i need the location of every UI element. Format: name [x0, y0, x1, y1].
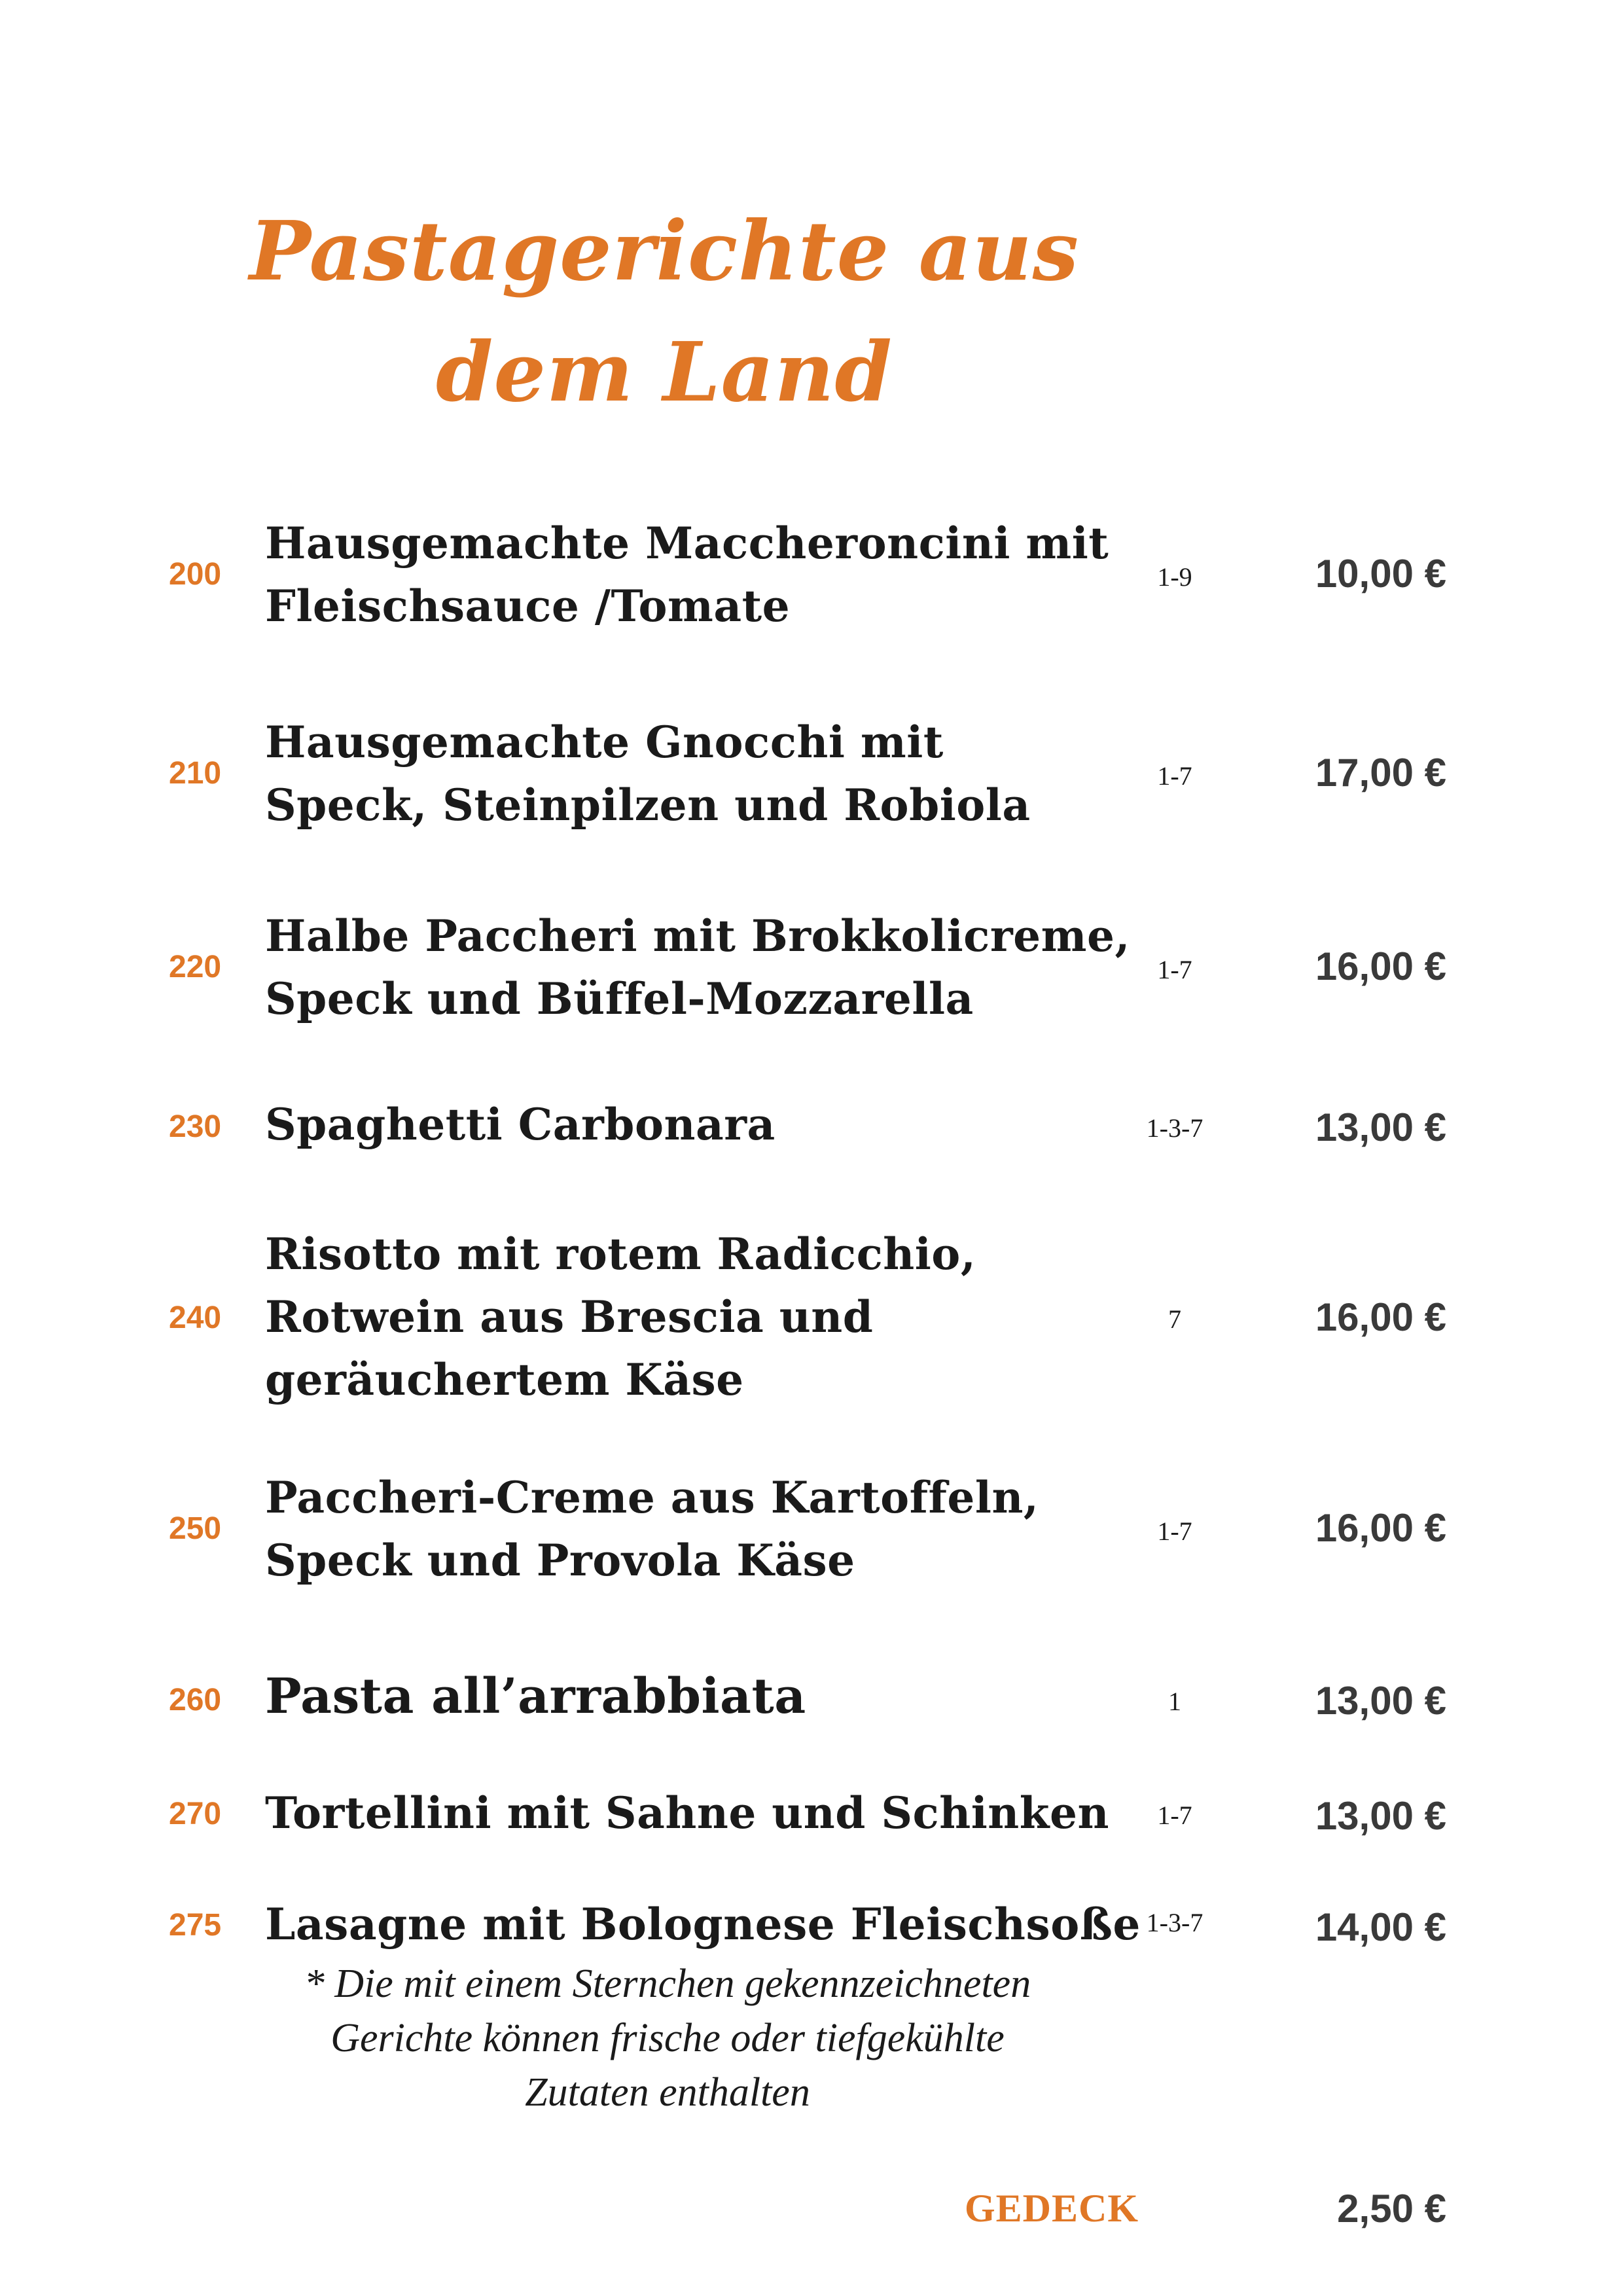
item-price: 13,00 € — [1315, 1794, 1446, 1838]
item-allergens: 1-7 — [1157, 955, 1192, 984]
item-name-line: Halbe Paccheri mit Brokkolicreme, — [265, 910, 1130, 961]
item-name — [265, 1665, 1116, 1728]
item-name-line: Spaghetti Carbonara — [265, 1099, 776, 1150]
item-name — [265, 1782, 1116, 1844]
item-name — [265, 905, 1130, 1030]
item-price: 14,00 € — [1315, 1905, 1446, 1949]
item-price: 16,00 € — [1315, 1506, 1446, 1550]
item-name-line: Rotwein aus Brescia und — [265, 1291, 874, 1342]
item-number: 250 — [169, 1511, 222, 1546]
item-name — [265, 1223, 1116, 1411]
item-allergens: 1-9 — [1157, 562, 1192, 592]
item-name-line: Fleischsauce /Tomate — [265, 581, 791, 632]
page-title — [0, 191, 1329, 433]
item-number: 230 — [169, 1109, 222, 1144]
item-name-line: Speck und Büffel-Mozzarella — [265, 973, 974, 1024]
item-price: 16,00 € — [1315, 1295, 1446, 1339]
item-name — [265, 512, 1116, 637]
item-allergens: 1-7 — [1157, 1516, 1192, 1546]
item-allergens: 1-3-7 — [1146, 1908, 1204, 1937]
item-number: 210 — [169, 756, 222, 791]
item-price: 17,00 € — [1315, 751, 1446, 795]
item-number: 220 — [169, 950, 222, 984]
item-number: 260 — [169, 1683, 222, 1717]
item-allergens: 1-3-7 — [1146, 1113, 1204, 1143]
item-name-line: Tortellini mit Sahne und Schinken — [265, 1787, 1109, 1839]
item-number: 270 — [169, 1797, 222, 1831]
item-price: 10,00 € — [1315, 552, 1446, 596]
title-line-1: Pastagerichte aus — [249, 204, 1080, 299]
gedeck-label: GEDECK — [964, 2187, 1139, 2230]
item-name-line: Pasta all’arrabbiata — [265, 1668, 806, 1725]
item-name-line: geräuchertem Käse — [265, 1354, 744, 1405]
item-name-line: Hausgemachte Gnocchi mit — [265, 717, 944, 768]
item-name-line: Risotto mit rotem Radicchio, — [265, 1229, 976, 1280]
item-allergens: 7 — [1168, 1304, 1181, 1334]
item-name-line: Speck, Steinpilzen und Robiola — [265, 780, 1031, 831]
item-name — [265, 1466, 1116, 1592]
item-name-line: Hausgemachte Maccheroncini mit — [265, 518, 1109, 569]
footnote-line: Zutaten enthalten — [525, 2070, 810, 2115]
item-number: 240 — [169, 1300, 222, 1335]
item-allergens: 1 — [1168, 1687, 1181, 1716]
item-number: 275 — [169, 1908, 222, 1943]
item-name — [265, 711, 1116, 836]
footnote-line: * Die mit einem Sternchen gekennzeichneten — [304, 1962, 1031, 2006]
item-price: 16,00 € — [1315, 944, 1446, 988]
item-allergens: 1-7 — [1157, 761, 1192, 791]
item-name-line: Paccheri-Creme aus Kartoffeln, — [265, 1472, 1039, 1523]
item-name-line: Lasagne mit Bolognese Fleischsoße — [265, 1899, 1141, 1950]
item-name — [265, 1893, 1141, 1956]
gedeck-price: 2,50 € — [1337, 2187, 1446, 2231]
item-price: 13,00 € — [1315, 1105, 1446, 1149]
item-name — [265, 1093, 1116, 1156]
item-price: 13,00 € — [1315, 1679, 1446, 1723]
item-number: 200 — [169, 557, 222, 592]
item-name-line: Speck und Provola Käse — [265, 1535, 855, 1586]
footnote — [249, 1957, 1086, 2120]
footnote-line: Gerichte können frische oder tiefgekühlte — [330, 2016, 1005, 2060]
title-line-2: dem Land — [436, 325, 893, 420]
item-allergens: 1-7 — [1157, 1801, 1192, 1830]
